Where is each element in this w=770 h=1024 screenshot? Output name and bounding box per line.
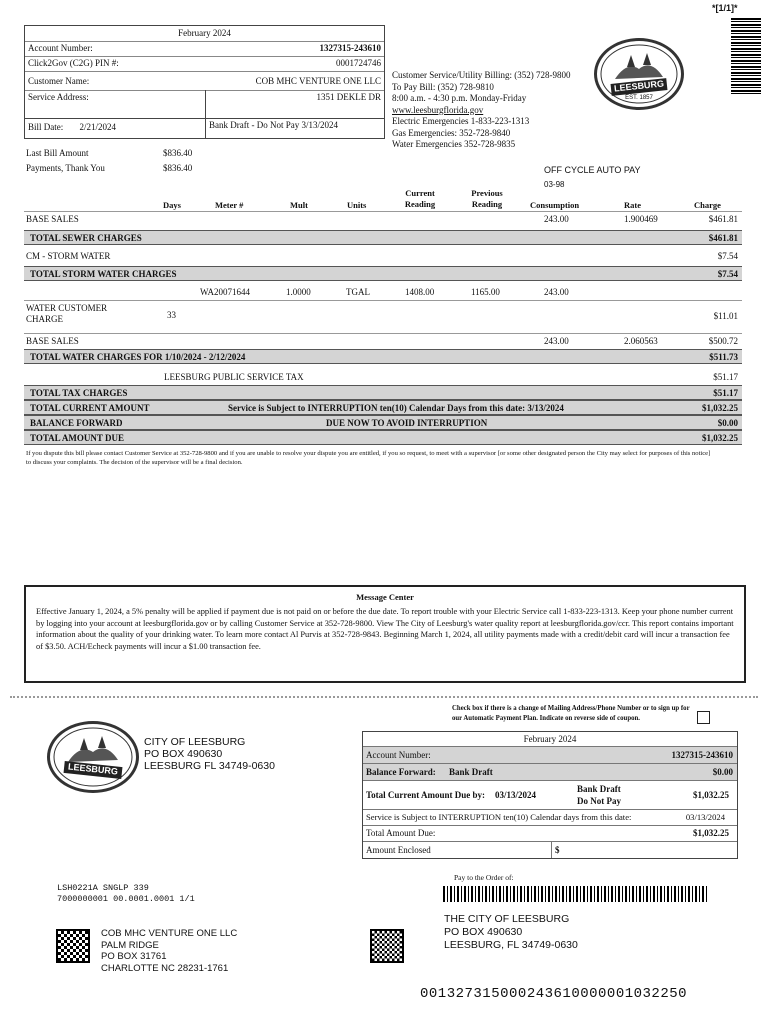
account-number: 1327315-243610 (319, 43, 381, 53)
row-previous: 1165.00 (471, 287, 500, 297)
table-header (0, 186, 770, 212)
message-center (24, 585, 746, 683)
contact-water: Water Emergencies 352-728-9835 (392, 139, 516, 149)
row-label: BALANCE FORWARD (30, 418, 123, 428)
bill-month: February 2024 (178, 28, 231, 38)
remit-interruption-date: 03/13/2024 (685, 812, 725, 822)
row-total-water (24, 349, 742, 364)
page-marker: *[1/1]* (712, 3, 738, 13)
row-label: BASE SALES (26, 336, 79, 346)
remit-month: February 2024 (363, 732, 737, 747)
city-po: PO BOX 490630 (144, 748, 223, 760)
remit-bank-draft: Bank Draft (577, 784, 621, 794)
customer-line3: PO BOX 31761 (101, 951, 167, 962)
header-charge: Charge (694, 200, 721, 210)
row-label: TOTAL STORM WATER CHARGES (30, 269, 177, 279)
pin-value: 0001724746 (336, 58, 381, 68)
customer-name: COB MHC VENTURE ONE LLC (255, 76, 381, 86)
row-note: Service is Subject to INTERRUPTION ten(10) Calendar Days from this date: 3/13/2024 (228, 403, 564, 413)
mail-codes (57, 883, 195, 905)
header-meter: Meter # (215, 200, 244, 210)
customer-name: COB MHC VENTURE ONE LLC (101, 928, 238, 939)
row-total-due (24, 430, 742, 445)
payments-label: Payments, Thank You (26, 163, 105, 173)
row-base-sales-water (24, 333, 742, 348)
header-mult: Mult (290, 200, 308, 210)
header-previous: Previous Reading (471, 188, 503, 209)
row-rate: 2.060563 (624, 336, 658, 346)
dispute-notice: If you dispute this bill please contact Customer Service at 352-728-9800 and if you are unable to resolve your dispute you are entitled, if you so request, to meet with a supervisor [or some other designated person the City may select for purposes of this notice] to discuss your complaints. The decision of the supervisor will be a final decision. (26, 450, 711, 466)
account-info-box (24, 25, 385, 139)
cycle-code: 03-98 (544, 180, 565, 189)
row-meter-number: WA20071644 (200, 287, 250, 297)
contact-billing: Customer Service/Utility Billing: (352) 728-9800 (392, 70, 571, 80)
contact-gas: Gas Emergencies: 352-728-9840 (392, 127, 511, 138)
row-consumption: 243.00 (544, 214, 569, 224)
row-label: TOTAL SEWER CHARGES (30, 233, 142, 243)
payments-amount: $836.40 (163, 163, 193, 173)
payee-qr-code (372, 931, 402, 961)
service-address: 1351 DEKLE DR (316, 92, 381, 102)
row-charge: $461.81 (708, 214, 738, 224)
row-note: DUE NOW TO AVOID INTERRUPTION (326, 418, 488, 428)
row-charge: $1,032.25 (702, 433, 738, 443)
leesburg-seal-logo (594, 38, 684, 110)
remit-current-due: $1,032.25 (693, 790, 729, 800)
remit-interruption-label: Service is Subject to INTERRUPTION ten(10) Calendar days from this date: (366, 812, 632, 822)
contact-electric: Electric Emergencies 1-833-223-1313 (392, 116, 530, 126)
contact-pay-bill: To Pay Bill: (352) 728-9810 (392, 81, 494, 92)
row-label: BASE SALES (26, 214, 79, 224)
customer-qr-code (58, 931, 88, 961)
mail-code-line2: 7000000001 00.0001.0001 1/1 (57, 894, 195, 904)
message-center-title: Message Center (356, 592, 414, 602)
row-charge: $511.73 (709, 352, 738, 362)
seal-city-name: LEESBURG (613, 78, 665, 94)
row-charge: $461.81 (708, 233, 738, 243)
row-charge: $51.17 (713, 388, 738, 398)
row-water-customer (24, 303, 742, 329)
header-days: Days (163, 200, 181, 210)
row-total-sewer (24, 230, 742, 245)
change-address-note: Check box if there is a change of Mailing Address/Phone Number or to sign up for our Automatic Payment Plan. Indicate on reverse side of coupon. (452, 705, 690, 722)
payee-po: PO BOX 490630 (444, 926, 523, 938)
seal-est: EST. 1857 (625, 95, 653, 101)
row-label: WATER CUSTOMER CHARGE (26, 303, 108, 324)
remit-do-not-pay: Do Not Pay (577, 796, 621, 806)
row-current: 1408.00 (405, 287, 435, 297)
service-address-label: Service Address: (28, 92, 89, 102)
row-total-tax (24, 385, 742, 400)
vertical-barcode (731, 18, 761, 96)
row-charge: $7.54 (717, 251, 738, 261)
cycle-label: OFF CYCLE AUTO PAY (544, 165, 641, 175)
header-rate: Rate (624, 200, 641, 210)
row-base-sales-sewer (24, 211, 742, 226)
payee-csz: LEESBURG, FL 34749-0630 (444, 939, 578, 951)
row-units: TGAL (346, 287, 370, 297)
row-balance-forward (24, 415, 742, 430)
remit-balance-forward-type: Bank Draft (449, 767, 493, 777)
bill-date: 2/21/2024 (79, 122, 117, 132)
last-bill-amount: $836.40 (163, 148, 193, 158)
pin-label: Click2Gov (C2G) PIN #: (28, 58, 119, 68)
contact-website-link[interactable]: www.leesburgflorida.gov (392, 104, 484, 115)
remit-account: 1327315-243610 (671, 750, 733, 760)
remit-enclosed-input[interactable]: $ (555, 845, 560, 855)
row-cm-storm (24, 249, 742, 263)
remittance-box (362, 731, 738, 859)
remit-current-due-label: Total Current Amount Due by: (366, 790, 486, 800)
remit-current-due-date: 03/13/2024 (495, 790, 537, 800)
tear-line (10, 696, 758, 698)
message-center-body: Effective January 1, 2024, a 5% penalty will be applied if payment due is not paid on or before the due date. To report trouble with your Electric Service call 1-833-223-1313. Keep your phone number current by logging into your account at leesburgflorida.gov or by calling Customer Service at 352-728-9800. View The City of Leesburg's water quality report at leesburgflorida.gov/ccr. This report contains important information about the quality of your drinking water. To learn more contact Al Purvis at 352-728-9843. Beginning March 1, 2024, all utility payments made with a credit/debit card will incur a transaction fee of $3.50. ACH/Echeck payments will incur a $1.00 transaction fee. (36, 607, 734, 651)
remit-total-due-label: Total Amount Due: (366, 828, 436, 838)
contact-info (392, 70, 570, 151)
remit-total-due: $1,032.25 (693, 828, 729, 838)
seal-city-name-stub: LEESBURG (67, 761, 119, 777)
change-address-checkbox[interactable] (697, 711, 710, 724)
leesburg-seal-logo-stub (47, 721, 139, 793)
bill-date-label: Bill Date: (28, 122, 64, 132)
customer-mailing-address (101, 928, 237, 974)
account-number-label: Account Number: (28, 43, 93, 53)
city-address (144, 736, 275, 772)
row-charge: $11.01 (713, 311, 738, 321)
row-charge: $500.72 (708, 336, 738, 346)
row-days: 33 (167, 310, 176, 320)
row-charge: $51.17 (713, 372, 738, 382)
remit-enclosed-label: Amount Enclosed (366, 845, 431, 855)
customer-line2: PALM RIDGE (101, 939, 159, 951)
pay-to-label: Pay to the Order of: (454, 873, 514, 882)
row-meter (24, 285, 742, 299)
postal-barcode (443, 886, 708, 902)
row-charge: $1,032.25 (702, 403, 738, 413)
row-total-storm (24, 266, 742, 281)
row-label: TOTAL WATER CHARGES FOR 1/10/2024 - 2/12/2024 (30, 352, 246, 362)
header-current: Current Reading (404, 188, 436, 209)
city-csz: LEESBURG FL 34749-0630 (144, 760, 275, 772)
row-charge: $0.00 (717, 418, 738, 428)
ocr-scanline: 001327315000243610000001032250 (420, 986, 688, 1002)
remit-balance-forward: $0.00 (712, 767, 733, 777)
row-consumption: 243.00 (544, 287, 569, 297)
row-label: TOTAL TAX CHARGES (30, 388, 128, 398)
customer-line4: CHARLOTTE NC 28231-1761 (101, 962, 229, 974)
remit-balance-forward-label: Balance Forward: (366, 767, 436, 777)
customer-name-label: Customer Name: (28, 76, 90, 86)
row-rate: 1.900469 (624, 214, 658, 224)
row-label: CM - STORM WATER (26, 251, 111, 261)
row-consumption: 243.00 (544, 336, 569, 346)
row-public-service-tax (24, 370, 742, 384)
payee-name: THE CITY OF LEESBURG (444, 913, 570, 925)
bank-draft-note: Bank Draft - Do Not Pay 3/13/2024 (209, 120, 338, 130)
city-name: CITY OF LEESBURG (144, 736, 246, 748)
row-mult: 1.0000 (286, 287, 311, 297)
mail-code-line1: LSH0221A SNGLP 339 (57, 883, 149, 893)
header-consumption: Consumption (530, 200, 580, 210)
remit-account-label: Account Number: (366, 750, 431, 760)
row-label: TOTAL AMOUNT DUE (30, 433, 125, 443)
row-label: TOTAL CURRENT AMOUNT (30, 403, 150, 413)
last-bill-label: Last Bill Amount (26, 148, 89, 158)
payee-address (444, 913, 578, 952)
contact-hours: 8:00 a.m. - 4:30 p.m. Monday-Friday (392, 93, 527, 103)
header-units: Units (347, 200, 367, 210)
row-label: LEESBURG PUBLIC SERVICE TAX (164, 372, 304, 382)
row-total-current (24, 400, 742, 415)
row-charge: $7.54 (717, 269, 738, 279)
